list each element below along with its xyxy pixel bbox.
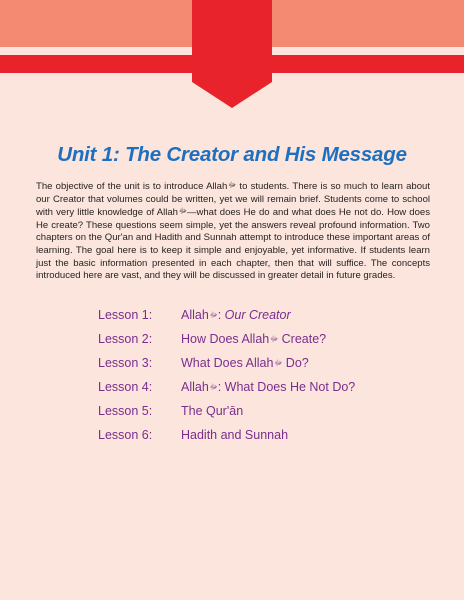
lesson-number: Lesson 6: [98, 428, 153, 442]
lesson-number: Lesson 2: [98, 332, 153, 346]
page-title: Unit 1: The Creator and His Message [57, 143, 407, 166]
lesson-number: Lesson 1: [98, 308, 153, 322]
lesson-number: Lesson 4: [98, 380, 153, 394]
lesson-title: What Does Allahﷻ Do? [181, 356, 309, 370]
lesson-number: Lesson 3: [98, 356, 153, 370]
lesson-title: Hadith and Sunnah [181, 428, 289, 442]
lesson-item [98, 351, 428, 375]
lesson-title: Allahﷻ: Our Creator [181, 308, 291, 322]
lesson-title: The Qur'ān [181, 404, 244, 418]
lesson-item [98, 303, 428, 327]
lesson-list [98, 303, 428, 447]
lesson-item [98, 375, 428, 399]
ribbon-banner [192, 0, 272, 110]
lesson-item [98, 327, 428, 351]
honorific-glyph: ﷻ [228, 182, 237, 189]
lesson-item [98, 399, 428, 423]
lesson-title: Allahﷻ: What Does He Not Do? [181, 380, 356, 394]
lesson-item [98, 423, 428, 447]
intro-paragraph: The objective of the unit is to introduce Allah$^ﷻ$ to students. There is so much to learn about our Creator that volumes could be written, yet we will remain brief. Students come to school with very little knowledge of Allah$^ﷻ$—what does He do and what does He not do. How does He create? These questions seem simple, yet the answers reveal profound information. Two chapters on the Qur'an and Hadith and Sunnah attempt to introduce these important areas of learning. The goal here is to keep it simple and enjoyable, yet informative. If students learn just the basic information presented in each chapter, then that will suffice. The concepts introduced here are vast, and they will be discussed in greater detail in future grades. [36, 181, 431, 282]
lesson-number: Lesson 5: [98, 404, 153, 418]
honorific-glyph: ﷻ [179, 208, 187, 216]
lesson-title: How Does Allahﷻ Create? [181, 332, 327, 346]
